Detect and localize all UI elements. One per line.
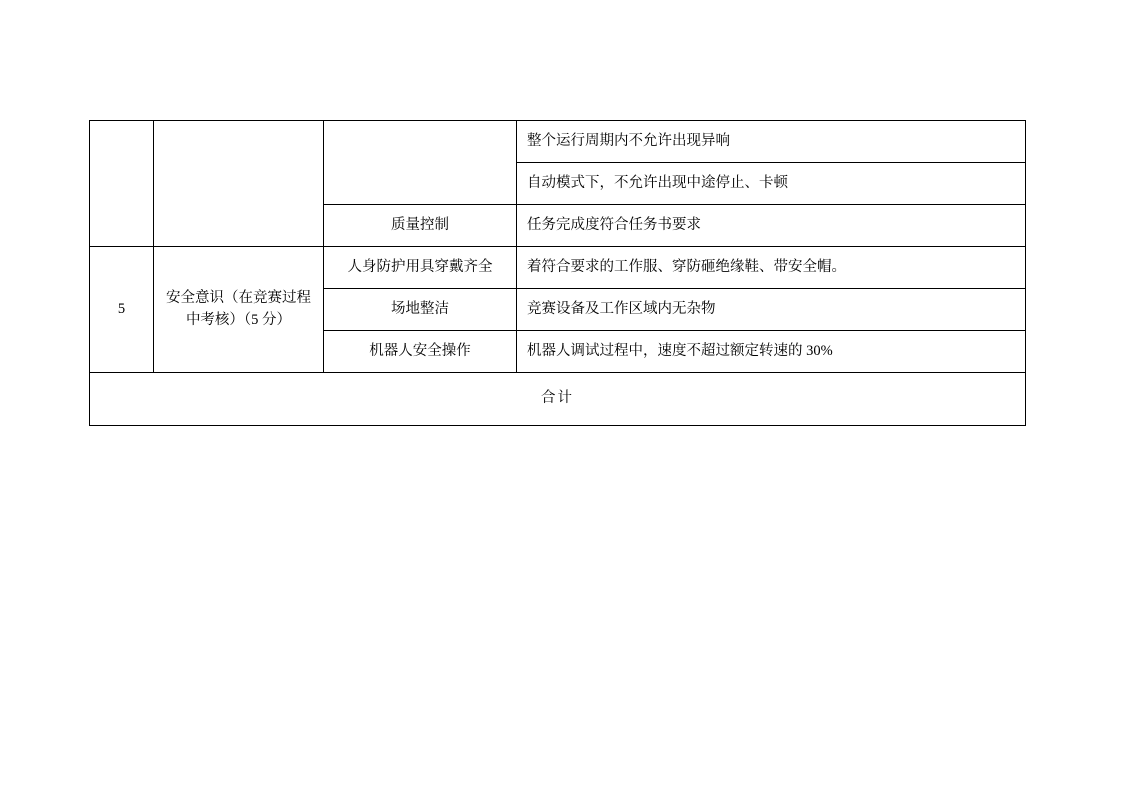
assessment-description-cell: 机器人调试过程中，速度不超过额定转速的 30%	[517, 331, 1026, 373]
assessment-description-cell: 着符合要求的工作服、穿防砸绝缘鞋、带安全帽。	[517, 247, 1026, 289]
table-total-row	[90, 373, 1026, 426]
assessment-description-cell: 整个运行周期内不允许出现异响	[517, 121, 1026, 163]
assessment-subitem-cell: 人身防护用具穿戴齐全	[324, 247, 517, 289]
assessment-description-cell: 任务完成度符合任务书要求	[517, 205, 1026, 247]
assessment-subitem-cell: 质量控制	[324, 205, 517, 247]
assessment-item-line-2: 中考核）（5 分）	[185, 311, 292, 328]
assessment-item-cell	[154, 247, 324, 373]
table-row	[90, 247, 1026, 289]
assessment-subitem-cell: 场地整洁	[324, 289, 517, 331]
table-row	[90, 121, 1026, 163]
assessment-description-cell: 自动模式下，不允许出现中途停止、卡顿	[517, 163, 1026, 205]
score-table-container	[89, 120, 1025, 426]
total-label: 合计	[90, 373, 1026, 426]
assessment-subitem-cell: 机器人安全操作	[324, 331, 517, 373]
row-number-cell	[90, 121, 154, 247]
row-number-cell: 5	[90, 247, 154, 373]
assessment-subitem-cell	[324, 121, 517, 205]
assessment-item-cell	[154, 121, 324, 247]
assessment-item-line-1: 安全意识（在竞赛过程	[166, 289, 311, 306]
assessment-description-cell: 竞赛设备及工作区域内无杂物	[517, 289, 1026, 331]
score-table	[89, 120, 1026, 426]
